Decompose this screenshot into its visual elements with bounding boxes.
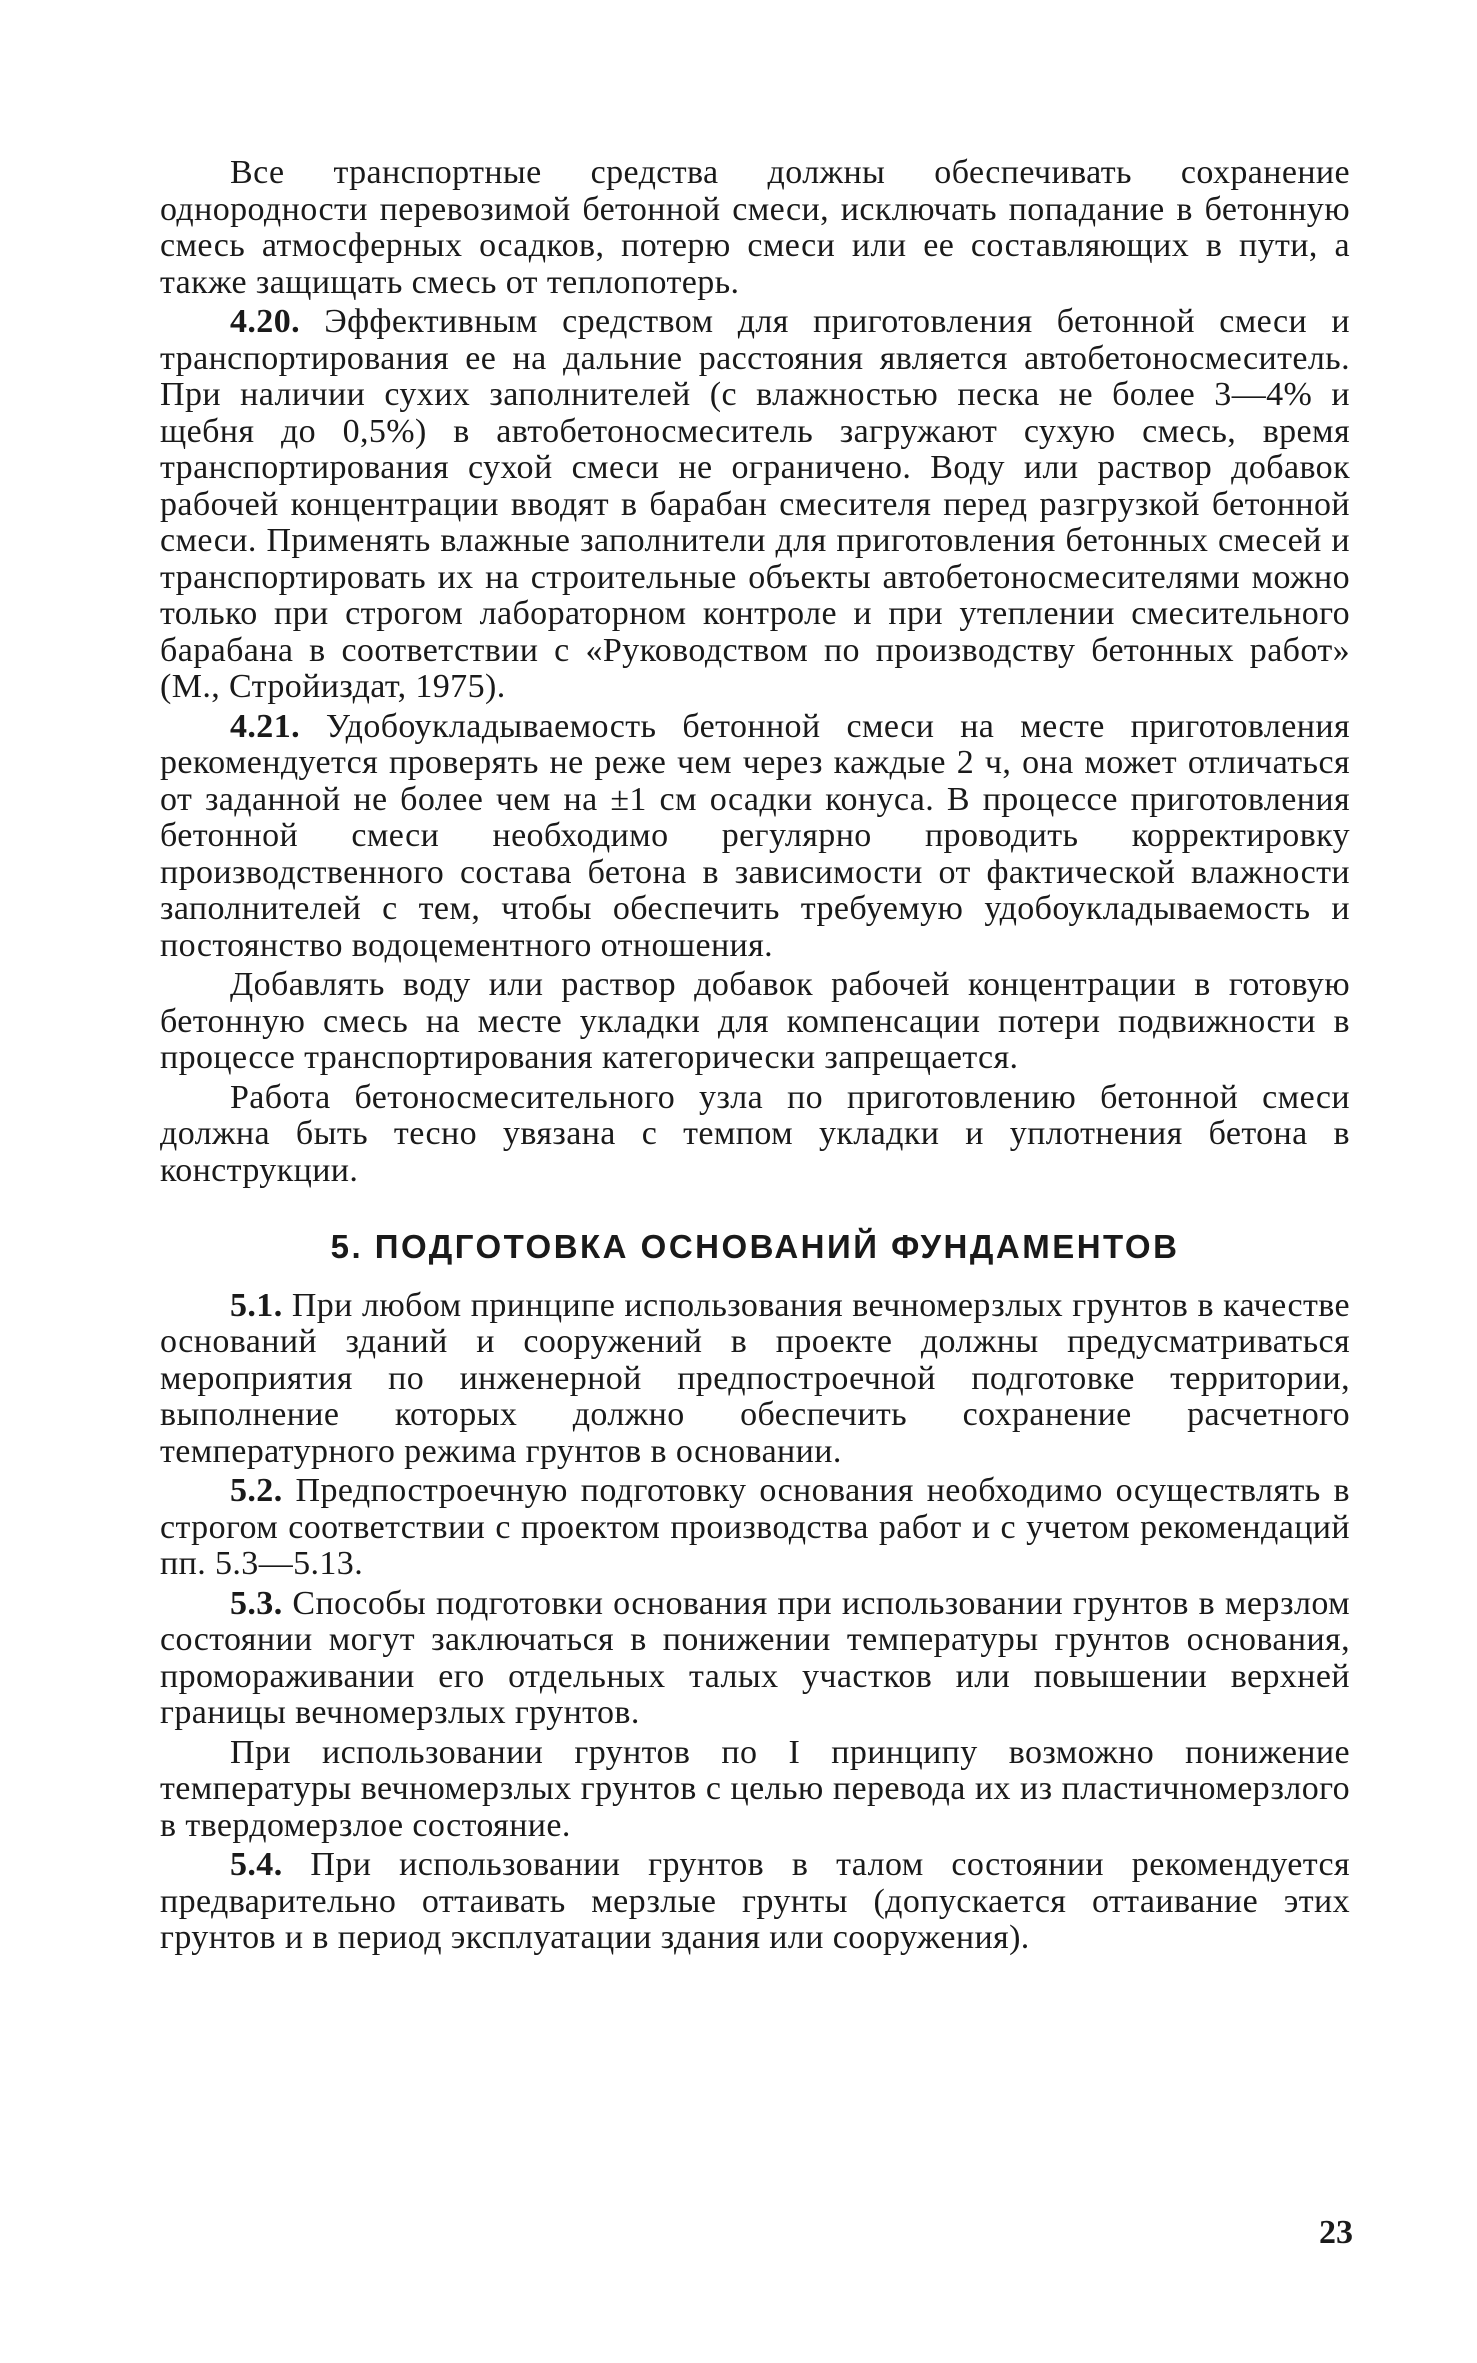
paragraph-text: Способы подготовки основания при использовании грунтов в мерзлом состоянии могут заключаться в понижении температуры грунтов основания, промораживании его отдельных талых участков или повышении верхней границы вечномерзлых грунтов. <box>160 1584 1350 1731</box>
clause-number: 4.20. <box>230 303 300 340</box>
paragraph-water-additives <box>160 967 1350 1077</box>
paragraph-text: При использовании грунтов в талом состоянии рекомендуется предварительно оттаивать мерзлые грунты (допускается оттаивание этих грунтов и в период эксплуатации здания или сооружения). <box>160 1846 1350 1956</box>
section-title: 5. ПОДГОТОВКА ОСНОВАНИЙ ФУНДАМЕНТОВ <box>330 1228 1180 1265</box>
paragraph-transport <box>160 155 1350 301</box>
clause-number: 4.21. <box>230 707 300 745</box>
paragraph-4-20 <box>160 304 1350 706</box>
paragraph-mixing-plant <box>160 1080 1350 1190</box>
paragraph-text: Работа бетоносмесительного узла по приготовлению бетонной смеси должна быть тесно увязана с темпом укладки и уплотнения бетона в конструкции. <box>160 1078 1350 1189</box>
paragraph-text: При любом принципе использования вечномерзлых грунтов в качестве оснований зданий и сооружений в проекте должны предусматриваться мероприятия по инженерной предпостроечной подготовке территории, выполнение которых должно обеспечить сохранение расчетного температурного режима грунтов в основании. <box>160 1286 1350 1470</box>
paragraph-principle-1 <box>160 1735 1350 1845</box>
clause-number: 5.1. <box>230 1286 283 1324</box>
page-number: 23 <box>1319 2214 1353 2251</box>
paragraph-text: Предпостроечную подготовку основания необходимо осуществлять в строгом соответствии с проектом производства работ и с учетом рекомендаций пп. 5.3—5.13. <box>160 1472 1350 1582</box>
paragraph-5-3 <box>160 1586 1350 1732</box>
paragraph-text: Добавлять воду или раствор добавок рабочей концентрации в готовую бетонную смесь на месте укладки для компенсации потери подвижности в процессе транспортирования категорически запрещается. <box>160 966 1350 1076</box>
document-page <box>160 155 1350 1960</box>
paragraph-5-2 <box>160 1473 1350 1583</box>
paragraph-5-1 <box>160 1288 1350 1471</box>
paragraph-text: Удобоукладываемость бетонной смеси на месте приготовления рекомендуется проверять не реже чем через каждые 2 ч, она может отличаться от заданной не более чем на ±1 см осадки конуса. В процессе приготовления бетонной смеси необходимо регулярно проводить корректировку производственного состава бетона в зависимости от фактической влажности заполнителей с тем, чтобы обеспечить требуемую удобоукладываемость и постоянство водоцементного отношения. <box>160 707 1350 964</box>
clause-number: 5.2. <box>230 1472 283 1509</box>
paragraph-text: Все транспортные средства должны обеспечивать сохранение однородности перевозимой бетонной смеси, исключать попадание в бетонную смесь атмосферных осадков, потерю смеси или ее составляющих в пути, а также защищать смесь от теплопотерь. <box>160 154 1350 301</box>
paragraph-text: При использовании грунтов по I принципу возможно понижение температуры вечномерзлых грунтов с целью перевода их из пластичномерзлого в твердомерзлое состояние. <box>160 1733 1350 1844</box>
paragraph-text: Эффективным средством для приготовления бетонной смеси и транспортирования ее на дальние расстояния является автобетоносмеситель. При наличии сухих заполнителей (с влажностью песка не более 3—4% и щебня до 0,5%) в автобетоносмеситель загружают сухую смесь, время транспортирования сухой смеси не ограничено. Воду или раствор добавок рабочей концентрации вводят в барабан смесителя перед разгрузкой бетонной смеси. Применять влажные заполнители для приготовления бетонных смесей и транспортировать их на строительные объекты автобетоносмесителями можно только при строгом лабораторном контроле и при утеплении смесительного барабана в соответствии с «Руководством по производству бетонных работ» (М., Стройиздат, 1975). <box>160 303 1350 705</box>
paragraph-5-4 <box>160 1847 1350 1957</box>
paragraph-4-21 <box>160 709 1350 965</box>
clause-number: 5.3. <box>230 1584 283 1622</box>
clause-number: 5.4. <box>230 1846 283 1883</box>
